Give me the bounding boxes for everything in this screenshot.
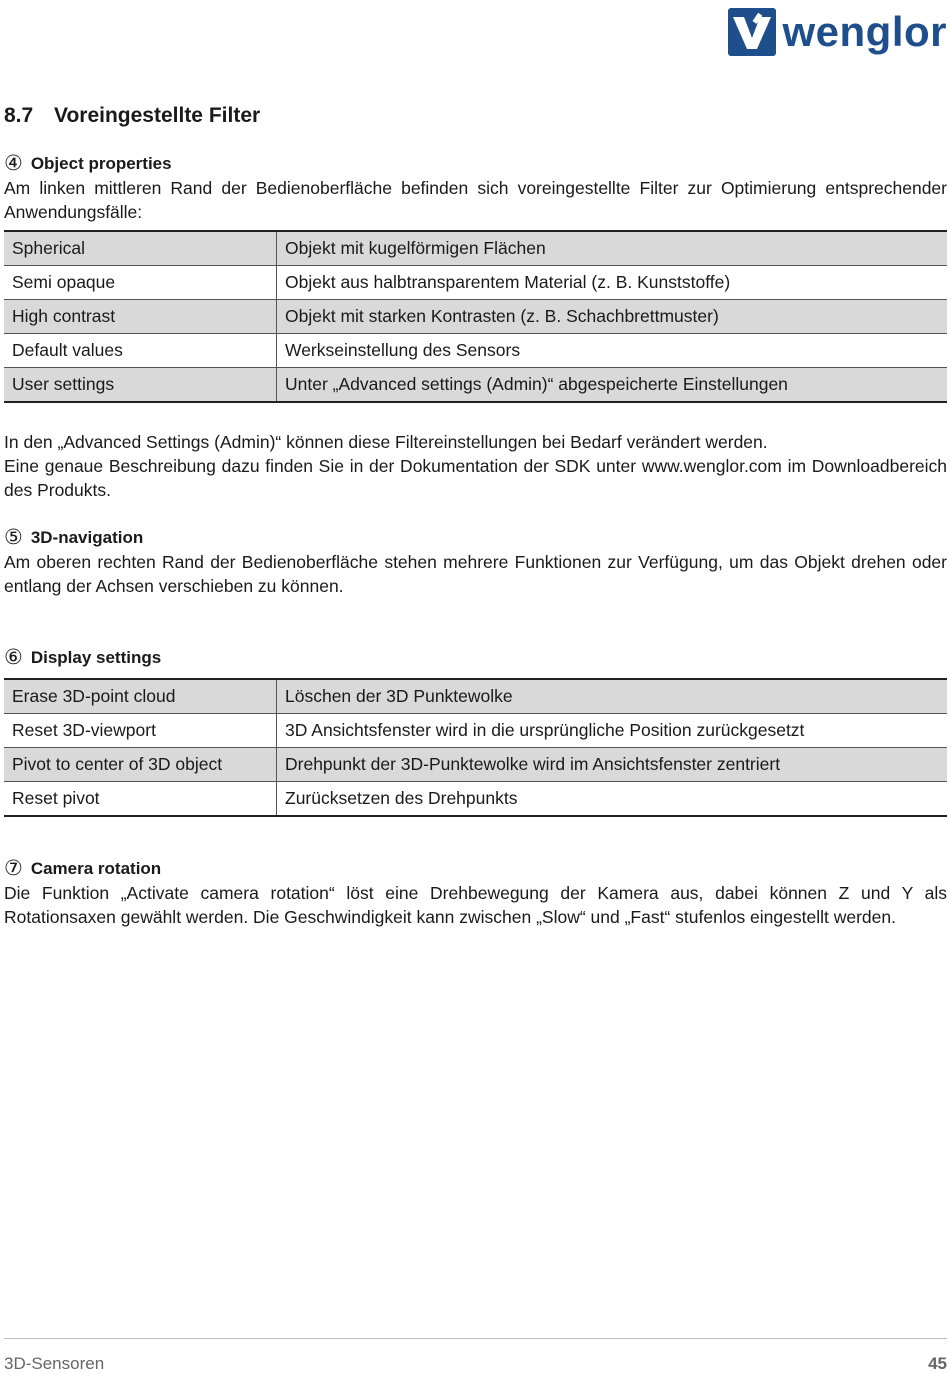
brand-name: wenglor xyxy=(782,8,947,55)
table-row xyxy=(4,266,947,300)
camera-rotation-text: Die Funktion „Activate camera rotation“ löst eine Drehbewegung der Kamera aus, dabei können Z und Y als Rotationsaxen gewählt werden. Die Geschwindigkeit kann zwischen „Slow“ und „Fast“ stufenlos eingestellt werden. xyxy=(4,883,947,927)
circled-number-4: ④ xyxy=(4,152,23,175)
table-row xyxy=(4,714,947,748)
filter-description: Werkseinstellung des Sensors xyxy=(277,334,948,368)
table-row xyxy=(4,748,947,782)
advanced-settings-note: In den „Advanced Settings (Admin)“ können diese Filtereinstellungen bei Bedarf verändert werden. xyxy=(4,432,768,452)
sdk-documentation-note: Eine genaue Beschreibung dazu finden Sie in der Dokumentation der SDK unter www.wenglor.com im Downloadbereich des Produkts. xyxy=(4,456,947,500)
setting-name: Pivot to center of 3D object xyxy=(4,748,277,782)
filter-description: Objekt aus halbtransparentem Material (z. B. Kunststoffe) xyxy=(277,266,948,300)
wenglor-logo-icon xyxy=(728,8,776,56)
table-row xyxy=(4,782,947,817)
display-settings-table xyxy=(4,678,947,817)
circled-number-7: ⑦ xyxy=(4,857,23,880)
filter-description: Unter „Advanced settings (Admin)“ abgespeicherte Einstellungen xyxy=(277,368,948,403)
navigation-title: 3D-navigation xyxy=(30,528,144,547)
page-content xyxy=(4,152,947,929)
page-number: 45 xyxy=(928,1354,947,1373)
setting-name: Erase 3D-point cloud xyxy=(4,679,277,714)
section-number: 8.7 xyxy=(4,104,34,127)
circled-number-5: ⑤ xyxy=(4,526,23,549)
filter-name: Default values xyxy=(4,334,277,368)
display-settings-title: Display settings xyxy=(30,648,162,667)
table-row xyxy=(4,368,947,403)
table-row xyxy=(4,300,947,334)
filter-table xyxy=(4,230,947,403)
table-row xyxy=(4,231,947,266)
setting-description: Drehpunkt der 3D-Punktewolke wird im Ansichtsfenster zentriert xyxy=(277,748,948,782)
camera-rotation-heading xyxy=(4,857,947,881)
setting-description: Zurücksetzen des Drehpunkts xyxy=(277,782,948,817)
table-row xyxy=(4,334,947,368)
circled-number-6: ⑥ xyxy=(4,646,23,669)
object-properties-heading xyxy=(4,152,947,176)
camera-rotation-title: Camera rotation xyxy=(30,859,162,878)
navigation-text: Am oberen rechten Rand der Bedienoberfläche stehen mehrere Funktionen zur Verfügung, um das Objekt drehen oder entlang der Achsen verschieben zu können. xyxy=(4,552,947,596)
section-title xyxy=(4,104,260,128)
filter-name: High contrast xyxy=(4,300,277,334)
setting-description: Löschen der 3D Punktewolke xyxy=(277,679,948,714)
filter-name: Semi opaque xyxy=(4,266,277,300)
filter-name: Spherical xyxy=(4,231,277,266)
wenglor-logo xyxy=(728,7,947,57)
setting-description: 3D Ansichtsfenster wird in die ursprüngliche Position zurückgesetzt xyxy=(277,714,948,748)
footer-divider xyxy=(4,1338,947,1339)
filter-description: Objekt mit starken Kontrasten (z. B. Schachbrettmuster) xyxy=(277,300,948,334)
object-properties-title: Object properties xyxy=(30,154,172,173)
object-properties-intro: Am linken mittleren Rand der Bedienoberfläche befinden sich voreingestellte Filter zur Optimierung entsprechender Anwendungsfälle: xyxy=(4,178,947,222)
table-row xyxy=(4,679,947,714)
section-title-text: Voreingestellte Filter xyxy=(54,104,261,127)
footer-document-title: 3D-Sensoren xyxy=(4,1354,105,1373)
setting-name: Reset pivot xyxy=(4,782,277,817)
setting-name: Reset 3D-viewport xyxy=(4,714,277,748)
navigation-heading xyxy=(4,526,947,550)
filter-description: Objekt mit kugelförmigen Flächen xyxy=(277,231,948,266)
display-settings-heading xyxy=(4,646,947,670)
filter-name: User settings xyxy=(4,368,277,403)
